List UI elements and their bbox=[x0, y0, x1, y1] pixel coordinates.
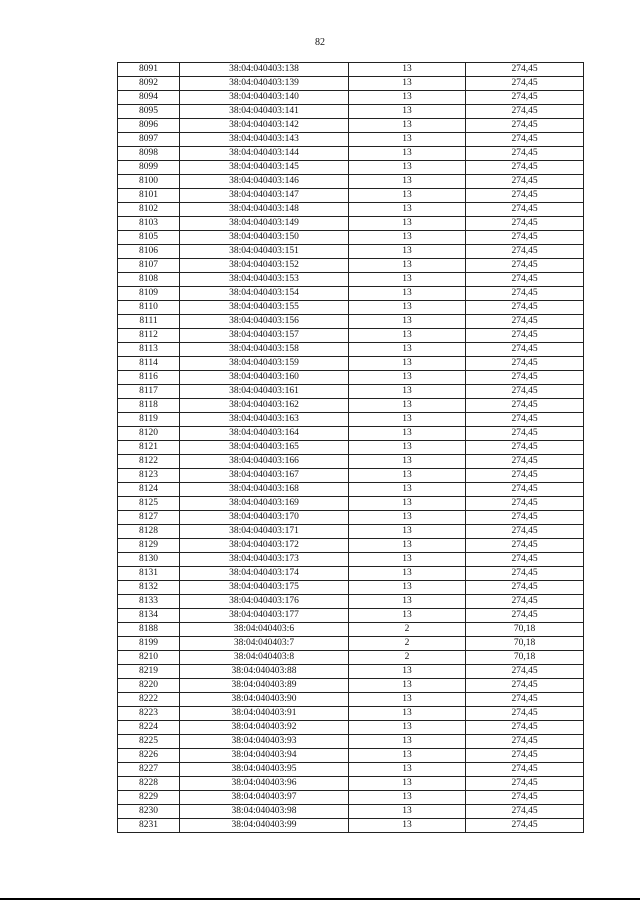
row-number-cell: 8094 bbox=[118, 91, 180, 105]
table-row bbox=[118, 483, 584, 497]
value-cell: 70,18 bbox=[466, 637, 584, 651]
table-row bbox=[118, 679, 584, 693]
value-cell: 274,45 bbox=[466, 399, 584, 413]
table-row bbox=[118, 595, 584, 609]
count-cell: 13 bbox=[349, 763, 466, 777]
row-number-cell: 8231 bbox=[118, 819, 180, 833]
table-row bbox=[118, 119, 584, 133]
cadastral-number-cell: 38:04:040403:98 bbox=[180, 805, 349, 819]
table-row bbox=[118, 385, 584, 399]
row-number-cell: 8091 bbox=[118, 63, 180, 77]
cadastral-number-cell: 38:04:040403:177 bbox=[180, 609, 349, 623]
count-cell: 13 bbox=[349, 735, 466, 749]
row-number-cell: 8095 bbox=[118, 105, 180, 119]
value-cell: 70,18 bbox=[466, 623, 584, 637]
value-cell: 274,45 bbox=[466, 315, 584, 329]
count-cell: 13 bbox=[349, 469, 466, 483]
row-number-cell: 8130 bbox=[118, 553, 180, 567]
row-number-cell: 8228 bbox=[118, 777, 180, 791]
cadastral-number-cell: 38:04:040403:91 bbox=[180, 707, 349, 721]
count-cell: 13 bbox=[349, 553, 466, 567]
row-number-cell: 8114 bbox=[118, 357, 180, 371]
table-row bbox=[118, 497, 584, 511]
value-cell: 274,45 bbox=[466, 567, 584, 581]
row-number-cell: 8110 bbox=[118, 301, 180, 315]
cadastral-number-cell: 38:04:040403:88 bbox=[180, 665, 349, 679]
count-cell: 13 bbox=[349, 147, 466, 161]
value-cell: 274,45 bbox=[466, 105, 584, 119]
table-row bbox=[118, 413, 584, 427]
row-number-cell: 8105 bbox=[118, 231, 180, 245]
count-cell: 13 bbox=[349, 511, 466, 525]
cadastral-number-cell: 38:04:040403:89 bbox=[180, 679, 349, 693]
cadastral-number-cell: 38:04:040403:90 bbox=[180, 693, 349, 707]
value-cell: 274,45 bbox=[466, 203, 584, 217]
row-number-cell: 8124 bbox=[118, 483, 180, 497]
count-cell: 13 bbox=[349, 483, 466, 497]
value-cell: 274,45 bbox=[466, 511, 584, 525]
count-cell: 13 bbox=[349, 203, 466, 217]
row-number-cell: 8219 bbox=[118, 665, 180, 679]
count-cell: 13 bbox=[349, 371, 466, 385]
value-cell: 274,45 bbox=[466, 161, 584, 175]
row-number-cell: 8131 bbox=[118, 567, 180, 581]
row-number-cell: 8229 bbox=[118, 791, 180, 805]
table-row bbox=[118, 329, 584, 343]
value-cell: 274,45 bbox=[466, 497, 584, 511]
cadastral-number-cell: 38:04:040403:138 bbox=[180, 63, 349, 77]
count-cell: 13 bbox=[349, 441, 466, 455]
row-number-cell: 8119 bbox=[118, 413, 180, 427]
row-number-cell: 8222 bbox=[118, 693, 180, 707]
count-cell: 13 bbox=[349, 245, 466, 259]
value-cell: 274,45 bbox=[466, 805, 584, 819]
table-row bbox=[118, 245, 584, 259]
cadastral-number-cell: 38:04:040403:97 bbox=[180, 791, 349, 805]
table-row bbox=[118, 161, 584, 175]
cadastral-number-cell: 38:04:040403:154 bbox=[180, 287, 349, 301]
row-number-cell: 8113 bbox=[118, 343, 180, 357]
count-cell: 13 bbox=[349, 539, 466, 553]
table-row bbox=[118, 693, 584, 707]
value-cell: 274,45 bbox=[466, 819, 584, 833]
value-cell: 274,45 bbox=[466, 287, 584, 301]
value-cell: 274,45 bbox=[466, 77, 584, 91]
cadastral-number-cell: 38:04:040403:93 bbox=[180, 735, 349, 749]
cadastral-number-cell: 38:04:040403:155 bbox=[180, 301, 349, 315]
value-cell: 274,45 bbox=[466, 539, 584, 553]
table-row bbox=[118, 147, 584, 161]
row-number-cell: 8101 bbox=[118, 189, 180, 203]
cadastral-number-cell: 38:04:040403:170 bbox=[180, 511, 349, 525]
cadastral-number-cell: 38:04:040403:140 bbox=[180, 91, 349, 105]
value-cell: 274,45 bbox=[466, 329, 584, 343]
row-number-cell: 8107 bbox=[118, 259, 180, 273]
count-cell: 13 bbox=[349, 427, 466, 441]
count-cell: 13 bbox=[349, 749, 466, 763]
table-row bbox=[118, 721, 584, 735]
value-cell: 274,45 bbox=[466, 385, 584, 399]
table-row bbox=[118, 399, 584, 413]
count-cell: 13 bbox=[349, 455, 466, 469]
cadastral-number-cell: 38:04:040403:174 bbox=[180, 567, 349, 581]
count-cell: 13 bbox=[349, 595, 466, 609]
table-row bbox=[118, 189, 584, 203]
cadastral-number-cell: 38:04:040403:164 bbox=[180, 427, 349, 441]
count-cell: 13 bbox=[349, 77, 466, 91]
value-cell: 274,45 bbox=[466, 707, 584, 721]
cadastral-number-cell: 38:04:040403:139 bbox=[180, 77, 349, 91]
row-number-cell: 8230 bbox=[118, 805, 180, 819]
row-number-cell: 8109 bbox=[118, 287, 180, 301]
table-row bbox=[118, 637, 584, 651]
cadastral-number-cell: 38:04:040403:151 bbox=[180, 245, 349, 259]
count-cell: 13 bbox=[349, 315, 466, 329]
value-cell: 274,45 bbox=[466, 231, 584, 245]
cadastral-number-cell: 38:04:040403:7 bbox=[180, 637, 349, 651]
count-cell: 13 bbox=[349, 693, 466, 707]
cadastral-number-cell: 38:04:040403:96 bbox=[180, 777, 349, 791]
count-cell: 13 bbox=[349, 399, 466, 413]
cadastral-number-cell: 38:04:040403:147 bbox=[180, 189, 349, 203]
value-cell: 274,45 bbox=[466, 679, 584, 693]
count-cell: 13 bbox=[349, 777, 466, 791]
cadastral-number-cell: 38:04:040403:95 bbox=[180, 763, 349, 777]
table-row bbox=[118, 805, 584, 819]
value-cell: 274,45 bbox=[466, 735, 584, 749]
count-cell: 13 bbox=[349, 343, 466, 357]
count-cell: 13 bbox=[349, 91, 466, 105]
count-cell: 13 bbox=[349, 707, 466, 721]
table-row bbox=[118, 777, 584, 791]
table-row bbox=[118, 553, 584, 567]
value-cell: 274,45 bbox=[466, 455, 584, 469]
row-number-cell: 8099 bbox=[118, 161, 180, 175]
cadastral-number-cell: 38:04:040403:165 bbox=[180, 441, 349, 455]
page-number: 82 bbox=[315, 37, 325, 48]
cadastral-number-cell: 38:04:040403:168 bbox=[180, 483, 349, 497]
cadastral-number-cell: 38:04:040403:160 bbox=[180, 371, 349, 385]
row-number-cell: 8134 bbox=[118, 609, 180, 623]
count-cell: 13 bbox=[349, 385, 466, 399]
count-cell: 13 bbox=[349, 189, 466, 203]
value-cell: 274,45 bbox=[466, 525, 584, 539]
cadastral-number-cell: 38:04:040403:161 bbox=[180, 385, 349, 399]
row-number-cell: 8225 bbox=[118, 735, 180, 749]
table-row bbox=[118, 175, 584, 189]
count-cell: 2 bbox=[349, 637, 466, 651]
count-cell: 13 bbox=[349, 161, 466, 175]
count-cell: 13 bbox=[349, 609, 466, 623]
count-cell: 13 bbox=[349, 567, 466, 581]
table-row bbox=[118, 203, 584, 217]
table-row bbox=[118, 567, 584, 581]
table-row bbox=[118, 819, 584, 833]
value-cell: 274,45 bbox=[466, 273, 584, 287]
value-cell: 274,45 bbox=[466, 427, 584, 441]
row-number-cell: 8125 bbox=[118, 497, 180, 511]
cadastral-number-cell: 38:04:040403:99 bbox=[180, 819, 349, 833]
cadastral-number-cell: 38:04:040403:176 bbox=[180, 595, 349, 609]
count-cell: 13 bbox=[349, 287, 466, 301]
cadastral-number-cell: 38:04:040403:92 bbox=[180, 721, 349, 735]
row-number-cell: 8117 bbox=[118, 385, 180, 399]
value-cell: 274,45 bbox=[466, 343, 584, 357]
row-number-cell: 8133 bbox=[118, 595, 180, 609]
table-row bbox=[118, 371, 584, 385]
value-cell: 274,45 bbox=[466, 749, 584, 763]
row-number-cell: 8092 bbox=[118, 77, 180, 91]
value-cell: 274,45 bbox=[466, 721, 584, 735]
row-number-cell: 8122 bbox=[118, 455, 180, 469]
table-row bbox=[118, 301, 584, 315]
row-number-cell: 8120 bbox=[118, 427, 180, 441]
cadastral-number-cell: 38:04:040403:152 bbox=[180, 259, 349, 273]
row-number-cell: 8112 bbox=[118, 329, 180, 343]
row-number-cell: 8111 bbox=[118, 315, 180, 329]
row-number-cell: 8098 bbox=[118, 147, 180, 161]
row-number-cell: 8106 bbox=[118, 245, 180, 259]
row-number-cell: 8128 bbox=[118, 525, 180, 539]
table-row bbox=[118, 749, 584, 763]
table-row bbox=[118, 287, 584, 301]
count-cell: 13 bbox=[349, 217, 466, 231]
count-cell: 13 bbox=[349, 259, 466, 273]
table-row bbox=[118, 623, 584, 637]
value-cell: 274,45 bbox=[466, 413, 584, 427]
count-cell: 13 bbox=[349, 679, 466, 693]
count-cell: 13 bbox=[349, 119, 466, 133]
table-row bbox=[118, 469, 584, 483]
cadastral-number-cell: 38:04:040403:162 bbox=[180, 399, 349, 413]
row-number-cell: 8132 bbox=[118, 581, 180, 595]
table-row bbox=[118, 581, 584, 595]
table-row bbox=[118, 273, 584, 287]
row-number-cell: 8118 bbox=[118, 399, 180, 413]
table-row bbox=[118, 427, 584, 441]
cadastral-number-cell: 38:04:040403:166 bbox=[180, 455, 349, 469]
row-number-cell: 8108 bbox=[118, 273, 180, 287]
count-cell: 13 bbox=[349, 63, 466, 77]
value-cell: 274,45 bbox=[466, 245, 584, 259]
cadastral-number-cell: 38:04:040403:158 bbox=[180, 343, 349, 357]
count-cell: 13 bbox=[349, 819, 466, 833]
cadastral-table bbox=[117, 62, 584, 833]
value-cell: 274,45 bbox=[466, 441, 584, 455]
row-number-cell: 8226 bbox=[118, 749, 180, 763]
count-cell: 13 bbox=[349, 497, 466, 511]
cadastral-number-cell: 38:04:040403:150 bbox=[180, 231, 349, 245]
cadastral-number-cell: 38:04:040403:156 bbox=[180, 315, 349, 329]
table-row bbox=[118, 763, 584, 777]
value-cell: 274,45 bbox=[466, 175, 584, 189]
cadastral-number-cell: 38:04:040403:149 bbox=[180, 217, 349, 231]
row-number-cell: 8123 bbox=[118, 469, 180, 483]
value-cell: 274,45 bbox=[466, 693, 584, 707]
value-cell: 274,45 bbox=[466, 147, 584, 161]
count-cell: 13 bbox=[349, 525, 466, 539]
row-number-cell: 8097 bbox=[118, 133, 180, 147]
row-number-cell: 8102 bbox=[118, 203, 180, 217]
value-cell: 274,45 bbox=[466, 119, 584, 133]
table-row bbox=[118, 259, 584, 273]
table-row bbox=[118, 91, 584, 105]
row-number-cell: 8127 bbox=[118, 511, 180, 525]
cadastral-number-cell: 38:04:040403:167 bbox=[180, 469, 349, 483]
table-row bbox=[118, 357, 584, 371]
value-cell: 274,45 bbox=[466, 91, 584, 105]
row-number-cell: 8223 bbox=[118, 707, 180, 721]
cadastral-number-cell: 38:04:040403:159 bbox=[180, 357, 349, 371]
value-cell: 274,45 bbox=[466, 609, 584, 623]
count-cell: 13 bbox=[349, 357, 466, 371]
table-row bbox=[118, 511, 584, 525]
count-cell: 13 bbox=[349, 105, 466, 119]
count-cell: 13 bbox=[349, 721, 466, 735]
table-row bbox=[118, 539, 584, 553]
table-row bbox=[118, 63, 584, 77]
value-cell: 274,45 bbox=[466, 595, 584, 609]
cadastral-number-cell: 38:04:040403:163 bbox=[180, 413, 349, 427]
count-cell: 13 bbox=[349, 301, 466, 315]
cadastral-number-cell: 38:04:040403:169 bbox=[180, 497, 349, 511]
count-cell: 13 bbox=[349, 805, 466, 819]
cadastral-number-cell: 38:04:040403:153 bbox=[180, 273, 349, 287]
value-cell: 274,45 bbox=[466, 259, 584, 273]
row-number-cell: 8224 bbox=[118, 721, 180, 735]
value-cell: 274,45 bbox=[466, 133, 584, 147]
table-row bbox=[118, 791, 584, 805]
value-cell: 274,45 bbox=[466, 791, 584, 805]
value-cell: 274,45 bbox=[466, 357, 584, 371]
row-number-cell: 8210 bbox=[118, 651, 180, 665]
row-number-cell: 8199 bbox=[118, 637, 180, 651]
count-cell: 13 bbox=[349, 175, 466, 189]
value-cell: 274,45 bbox=[466, 217, 584, 231]
row-number-cell: 8227 bbox=[118, 763, 180, 777]
table-row bbox=[118, 343, 584, 357]
cadastral-number-cell: 38:04:040403:171 bbox=[180, 525, 349, 539]
page-bottom-edge bbox=[0, 898, 640, 900]
value-cell: 70,18 bbox=[466, 651, 584, 665]
count-cell: 13 bbox=[349, 413, 466, 427]
row-number-cell: 8116 bbox=[118, 371, 180, 385]
value-cell: 274,45 bbox=[466, 483, 584, 497]
table-row bbox=[118, 525, 584, 539]
count-cell: 2 bbox=[349, 651, 466, 665]
table-row bbox=[118, 217, 584, 231]
table-row bbox=[118, 133, 584, 147]
count-cell: 13 bbox=[349, 133, 466, 147]
count-cell: 13 bbox=[349, 791, 466, 805]
cadastral-number-cell: 38:04:040403:143 bbox=[180, 133, 349, 147]
count-cell: 13 bbox=[349, 581, 466, 595]
table-row bbox=[118, 651, 584, 665]
row-number-cell: 8188 bbox=[118, 623, 180, 637]
cadastral-number-cell: 38:04:040403:8 bbox=[180, 651, 349, 665]
table-row bbox=[118, 441, 584, 455]
count-cell: 13 bbox=[349, 231, 466, 245]
cadastral-number-cell: 38:04:040403:6 bbox=[180, 623, 349, 637]
cadastral-number-cell: 38:04:040403:157 bbox=[180, 329, 349, 343]
table-row bbox=[118, 77, 584, 91]
table-row bbox=[118, 231, 584, 245]
row-number-cell: 8100 bbox=[118, 175, 180, 189]
value-cell: 274,45 bbox=[466, 777, 584, 791]
count-cell: 13 bbox=[349, 329, 466, 343]
table-row bbox=[118, 609, 584, 623]
cadastral-number-cell: 38:04:040403:146 bbox=[180, 175, 349, 189]
value-cell: 274,45 bbox=[466, 189, 584, 203]
cadastral-number-cell: 38:04:040403:141 bbox=[180, 105, 349, 119]
count-cell: 13 bbox=[349, 273, 466, 287]
value-cell: 274,45 bbox=[466, 763, 584, 777]
value-cell: 274,45 bbox=[466, 301, 584, 315]
row-number-cell: 8121 bbox=[118, 441, 180, 455]
cadastral-number-cell: 38:04:040403:175 bbox=[180, 581, 349, 595]
value-cell: 274,45 bbox=[466, 469, 584, 483]
table-row bbox=[118, 455, 584, 469]
row-number-cell: 8220 bbox=[118, 679, 180, 693]
table-row bbox=[118, 707, 584, 721]
cadastral-number-cell: 38:04:040403:172 bbox=[180, 539, 349, 553]
value-cell: 274,45 bbox=[466, 63, 584, 77]
value-cell: 274,45 bbox=[466, 371, 584, 385]
cadastral-number-cell: 38:04:040403:173 bbox=[180, 553, 349, 567]
cadastral-number-cell: 38:04:040403:144 bbox=[180, 147, 349, 161]
table-row bbox=[118, 105, 584, 119]
cadastral-number-cell: 38:04:040403:145 bbox=[180, 161, 349, 175]
count-cell: 2 bbox=[349, 623, 466, 637]
cadastral-number-cell: 38:04:040403:142 bbox=[180, 119, 349, 133]
value-cell: 274,45 bbox=[466, 581, 584, 595]
count-cell: 13 bbox=[349, 665, 466, 679]
cadastral-number-cell: 38:04:040403:94 bbox=[180, 749, 349, 763]
table-body bbox=[118, 63, 584, 833]
row-number-cell: 8129 bbox=[118, 539, 180, 553]
value-cell: 274,45 bbox=[466, 665, 584, 679]
table-row bbox=[118, 665, 584, 679]
table-row bbox=[118, 315, 584, 329]
row-number-cell: 8103 bbox=[118, 217, 180, 231]
row-number-cell: 8096 bbox=[118, 119, 180, 133]
table-row bbox=[118, 735, 584, 749]
cadastral-number-cell: 38:04:040403:148 bbox=[180, 203, 349, 217]
value-cell: 274,45 bbox=[466, 553, 584, 567]
